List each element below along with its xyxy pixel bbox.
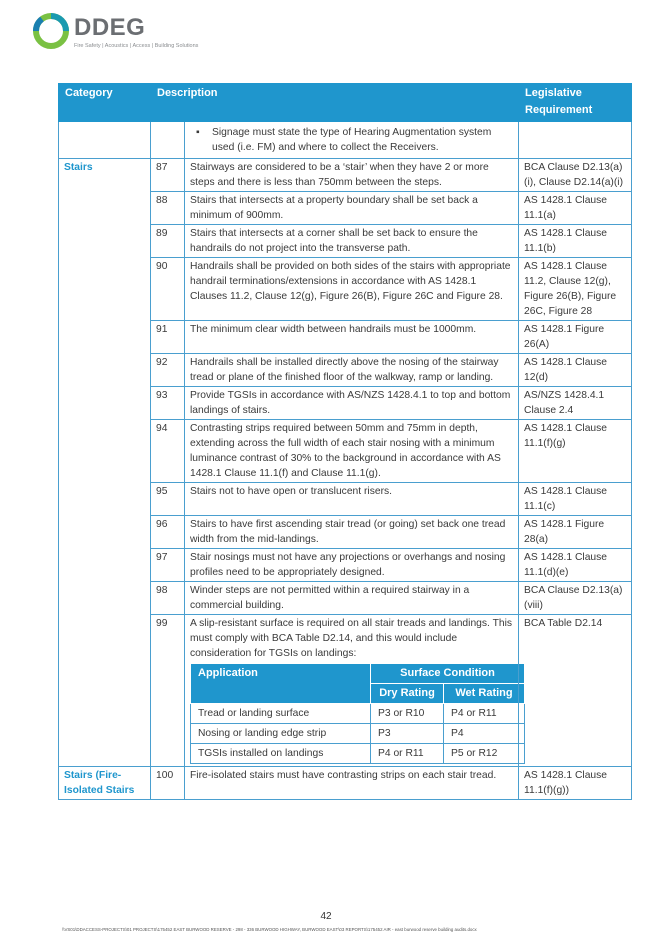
row-requirement: AS 1428.1 Figure 28(a): [519, 516, 632, 549]
inner-dry: P4 or R11: [371, 744, 444, 764]
table-header-row: [59, 84, 632, 122]
row-description: Stairs not to have open or translucent risers.: [185, 483, 519, 516]
inner-header-application: Application: [191, 664, 371, 704]
logo-name: DDEG: [74, 14, 146, 41]
inner-dry: P3 or R10: [371, 704, 444, 724]
empty-req-cell: [519, 122, 632, 159]
list-item: [196, 125, 513, 155]
requirements-table: [58, 83, 632, 800]
row-requirement: BCA Clause D2.13(a)(i), Clause D2.14(a)(i): [519, 159, 632, 192]
inner-wet: P4: [444, 724, 525, 744]
company-logo: [32, 12, 202, 52]
table-row: [59, 122, 632, 159]
row-number: 93: [151, 387, 185, 420]
bullet-text: Signage must state the type of Hearing Augmentation system used (i.e. FM) and where to collect the Receivers.: [212, 127, 492, 153]
row-requirement: AS 1428.1 Figure 26(A): [519, 321, 632, 354]
row-number: 90: [151, 258, 185, 321]
row-requirement: AS 1428.1 Clause 11.1(d)(e): [519, 549, 632, 582]
slip-resistance-table: [190, 663, 525, 764]
row-requirement: AS 1428.1 Clause 11.2, Clause 12(g), Figure 26(B), Figure 26C, Figure 28: [519, 258, 632, 321]
inner-header-dry: Dry Rating: [371, 684, 444, 704]
inner-wet: P5 or R12: [444, 744, 525, 764]
inner-row: [191, 724, 525, 744]
row-description: Handrails shall be provided on both sides of the stairs with appropriate handrail terminations/extensions in accordance with AS 1428.1 Clauses 11.2, Clause 12(g), Figure 26(B), Figure 26C and Figure 28.: [185, 258, 519, 321]
row-number: 92: [151, 354, 185, 387]
inner-row: [191, 704, 525, 724]
inner-wet: P4 or R11: [444, 704, 525, 724]
file-path: \\VS01\DDACCESS-PROJECTS\01 PROJECTS\175452 EAST BURWOOD RESERVE - 298 - 336 BURWOOD HIGHWAY, BURWOOD EAST\03 REPORTS\175452 AIR - east burwood reserve building audits.docx: [62, 927, 477, 932]
inner-header-wet: Wet Rating: [444, 684, 525, 704]
continued-bullet-cell: [185, 122, 519, 159]
row-number: 96: [151, 516, 185, 549]
row-requirement: BCA Clause D2.13(a)(viii): [519, 582, 632, 615]
row-number: 87: [151, 159, 185, 192]
category-cell: Stairs: [59, 159, 151, 767]
empty-category-cell: [59, 122, 151, 159]
inner-application: Nosing or landing edge strip: [191, 724, 371, 744]
row-description: Contrasting strips required between 50mm and 75mm in depth, extending across the full width of each stair nosing with a minimum luminance contrast of 30% to the background in accordance with AS 1428.1 Clause 11.1(f) and Clause 11.1(g).: [185, 420, 519, 483]
row-number: 98: [151, 582, 185, 615]
header-category: Category: [59, 84, 151, 122]
row-description: Provide TGSIs in accordance with AS/NZS 1428.4.1 to top and bottom landings of stairs.: [185, 387, 519, 420]
row-description: Fire-isolated stairs must have contrasting strips on each stair tread.: [185, 767, 519, 800]
page-number: 42: [320, 911, 332, 922]
row-requirement: AS 1428.1 Clause 11.1(c): [519, 483, 632, 516]
row-number: 89: [151, 225, 185, 258]
table-row: [59, 159, 632, 192]
row-requirement: AS 1428.1 Clause 11.1(a): [519, 192, 632, 225]
row-requirement: BCA Table D2.14: [519, 615, 632, 767]
row-description: Stairs that intersects at a property boundary shall be set back a minimum of 900mm.: [185, 192, 519, 225]
inner-dry: P3: [371, 724, 444, 744]
header-legislative: Legislative Requirement: [519, 84, 632, 122]
row-requirement: AS 1428.1 Clause 11.1(f)(g)): [519, 767, 632, 800]
row-number: 97: [151, 549, 185, 582]
row-description: Stairways are considered to be a ‘stair’ when they have 2 or more steps and there is less than 750mm between the steps.: [185, 159, 519, 192]
row-number: 95: [151, 483, 185, 516]
row-requirement: AS 1428.1 Clause 11.1(f)(g): [519, 420, 632, 483]
logo-ring-icon: [32, 12, 70, 50]
row-number: 88: [151, 192, 185, 225]
inner-header-surface: Surface Condition: [371, 664, 525, 684]
inner-application: TGSIs installed on landings: [191, 744, 371, 764]
row-description: The minimum clear width between handrails must be 1000mm.: [185, 321, 519, 354]
row-description: Handrails shall be installed directly above the nosing of the stairway tread or plane of the finished floor of the walkway, ramp or landing.: [185, 354, 519, 387]
row-description: Stair nosings must not have any projections or overhangs and nosing profiles need to be appropriately designed.: [185, 549, 519, 582]
row-description: [185, 615, 519, 767]
row-description: Stairs to have first ascending stair tread (or going) set back one tread width from the mid-landings.: [185, 516, 519, 549]
inner-application: Tread or landing surface: [191, 704, 371, 724]
row-requirement: AS 1428.1 Clause 12(d): [519, 354, 632, 387]
category-cell: Stairs (Fire-Isolated Stairs: [59, 767, 151, 800]
row-description: Stairs that intersects at a corner shall be set back to ensure the handrails do not project into the transverse path.: [185, 225, 519, 258]
row-99-text: A slip-resistant surface is required on all stair treads and landings. This must comply with BCA Table D2.14, and this would include consideration for TGSIs on landings:: [190, 618, 513, 659]
header-description: Description: [151, 84, 519, 122]
row-number: 91: [151, 321, 185, 354]
inner-row: [191, 744, 525, 764]
empty-num-cell: [151, 122, 185, 159]
table-row: [59, 767, 632, 800]
row-number: 94: [151, 420, 185, 483]
row-requirement: AS 1428.1 Clause 11.1(b): [519, 225, 632, 258]
row-description: Winder steps are not permitted within a required stairway in a commercial building.: [185, 582, 519, 615]
logo-tagline: Fire Safety | Acoustics | Access | Building Solutions: [74, 43, 199, 49]
row-requirement: AS/NZS 1428.4.1 Clause 2.4: [519, 387, 632, 420]
row-number: 99: [151, 615, 185, 767]
bullet-icon: ▪: [196, 127, 200, 138]
row-number: 100: [151, 767, 185, 800]
bullet-list: [190, 125, 513, 155]
